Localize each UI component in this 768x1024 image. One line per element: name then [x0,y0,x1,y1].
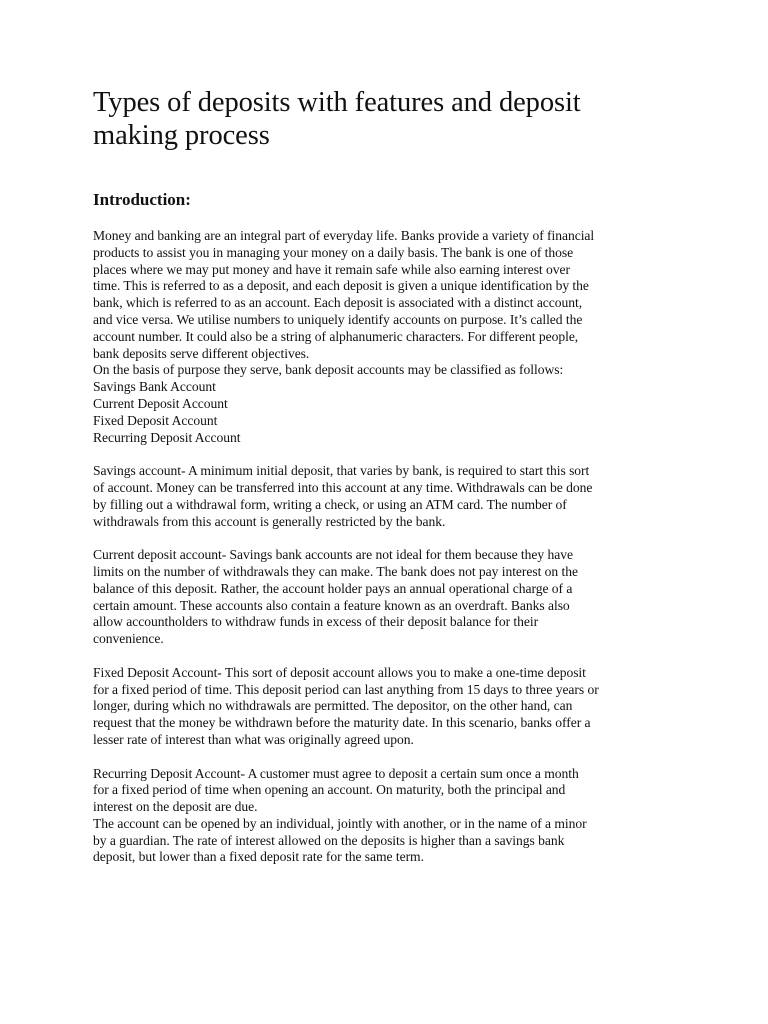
account-type-item: Recurring Deposit Account [93,429,241,445]
text-line: for a fixed period of time. This deposit period can last anything from 15 days to three years or [93,681,599,697]
account-type-item: Fixed Deposit Account [93,412,218,428]
fixed-deposit-paragraph [93,665,683,749]
text-line: deposit, but lower than a fixed deposit rate for the same term. [93,849,424,865]
current-account-paragraph [93,547,683,648]
introduction-heading: Introduction: [93,190,191,209]
text-line: certain amount. These accounts also contain a feature known as an overdraft. Banks also [93,597,570,613]
document-body [93,228,683,866]
text-line: The account can be opened by an individual, jointly with another, or in the name of a minor [93,815,587,831]
text-line: Savings account- A minimum initial deposit, that varies by bank, is required to start this sort [93,463,590,479]
text-line: account number. It could also be a string of alphanumeric characters. For different people, [93,328,579,344]
text-line: interest on the deposit are due. [93,799,258,815]
text-line: time. This is referred to as a deposit, and each deposit is given a unique identification by the [93,278,589,294]
text-line: bank, which is referred to as an account. Each deposit is associated with a distinct account, [93,295,583,311]
text-line: Fixed Deposit Account- This sort of deposit account allows you to make a one-time deposit [93,664,586,680]
text-line: bank deposits serve different objectives. [93,345,310,361]
text-line: by a guardian. The rate of interest allowed on the deposits is higher than a savings bank [93,832,565,848]
text-line: balance of this deposit. Rather, the account holder pays an annual operational charge of a [93,580,573,596]
text-line: Recurring Deposit Account- A customer must agree to deposit a certain sum once a month [93,765,579,781]
document-page [93,86,683,866]
text-line: of account. Money can be transferred into this account at any time. Withdrawals can be done [93,479,593,495]
text-line: Current deposit account- Savings bank accounts are not ideal for them because they have [93,547,573,563]
text-line: longer, during which no withdrawals are permitted. The depositor, on the other hand, can [93,698,573,714]
recurring-deposit-paragraph [93,766,683,867]
introduction-paragraph [93,228,683,446]
account-type-item: Savings Bank Account [93,379,216,395]
text-line: withdrawals from this account is generally restricted by the bank. [93,513,446,529]
text-line: by filling out a withdrawal form, writing a check, or using an ATM card. The number of [93,496,567,512]
text-line: for a fixed period of time when opening an account. On maturity, both the principal and [93,782,566,798]
text-line: lesser rate of interest than what was originally agreed upon. [93,731,414,747]
text-line: On the basis of purpose they serve, bank deposit accounts may be classified as follows: [93,362,564,378]
text-line: request that the money be withdrawn before the maturity date. In this scenario, banks offer a [93,715,591,731]
text-line: convenience. [93,631,164,647]
title-line: Types of deposits with features and deposit [93,87,581,118]
text-line: and vice versa. We utilise numbers to uniquely identify accounts on purpose. It’s called the [93,311,583,327]
text-line: places where we may put money and have it remain safe while also earning interest over [93,261,570,277]
text-line: limits on the number of withdrawals they can make. The bank does not pay interest on the [93,563,578,579]
savings-account-paragraph [93,463,683,530]
text-line: allow accountholders to withdraw funds in excess of their deposit balance for their [93,614,539,630]
text-line: products to assist you in managing your money on a daily basis. The bank is one of those [93,244,574,260]
title-line: making process [93,120,270,151]
document-title [93,86,683,152]
text-line: Money and banking are an integral part of everyday life. Banks provide a variety of financial [93,228,595,243]
account-type-item: Current Deposit Account [93,395,228,411]
